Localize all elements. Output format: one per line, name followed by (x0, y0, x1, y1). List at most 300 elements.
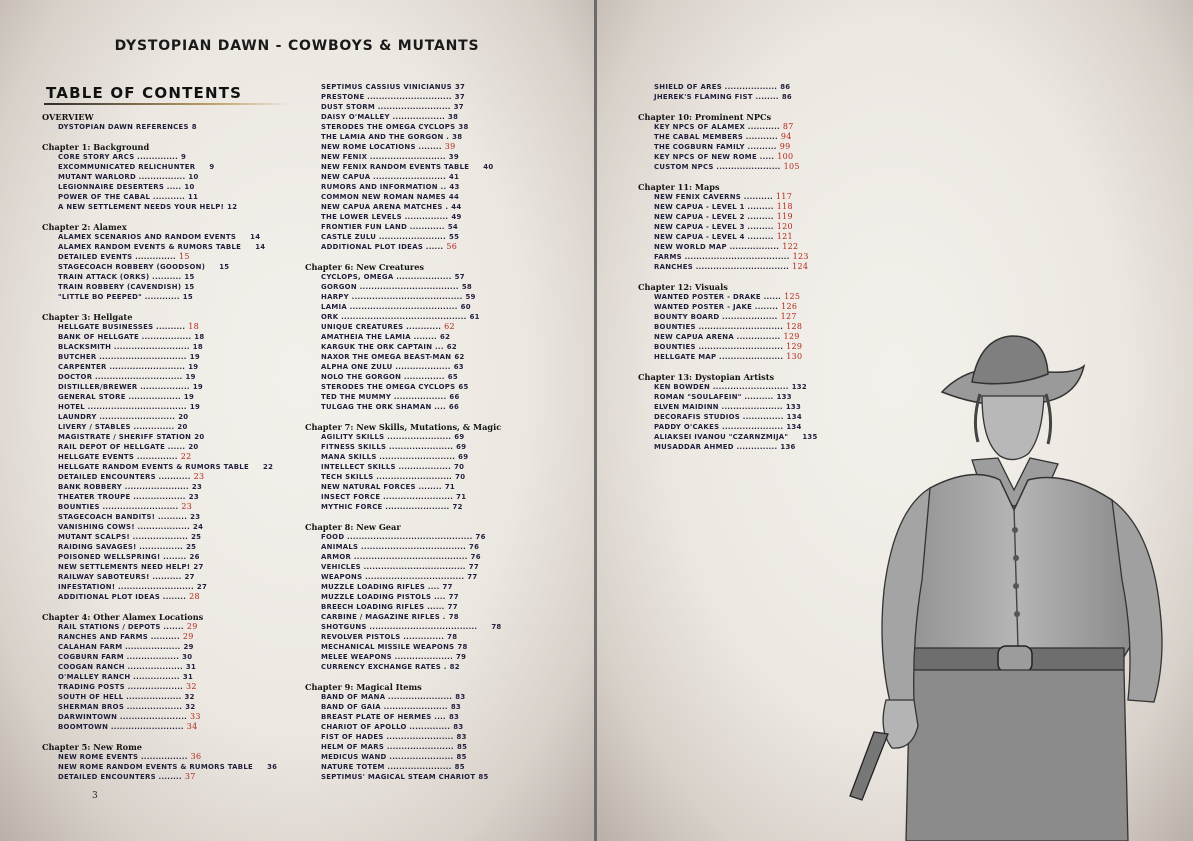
toc-entry-armor[interactable] (305, 552, 502, 562)
toc-entry-bank-of-hellgate[interactable] (42, 332, 277, 342)
toc-entry-label: THE LAMIA AND THE GORGON (321, 133, 444, 141)
toc-entry-label: HELLGATE MAP (654, 353, 717, 361)
toc-entry-new-capua[interactable] (305, 172, 502, 182)
toc-entry-label: CARBINE / MAGAZINE RIFLES (321, 613, 441, 621)
toc-entry-label: BLACKSMITH (58, 343, 112, 351)
toc-page-number: 85 (454, 763, 465, 771)
toc-page-number: 71 (444, 483, 456, 491)
toc-leader-dots: .... (425, 583, 440, 591)
toc-entry-new-capua-level-1[interactable] (638, 202, 818, 212)
toc-page-number: 27 (184, 573, 195, 581)
toc-page-number: 44 (448, 193, 460, 201)
toc-entry-bounties[interactable] (638, 322, 818, 332)
toc-entry-rumors-and-information[interactable] (305, 182, 502, 192)
toc-page-number: 87 (782, 122, 794, 131)
toc-entry-butcher[interactable] (42, 352, 277, 362)
toc-page-number: 62 (454, 353, 465, 361)
toc-entry-stagecoach-bandits[interactable] (42, 512, 277, 522)
toc-page-number: 127 (780, 312, 797, 321)
toc-entry-band-of-gaia[interactable] (305, 702, 502, 712)
toc-entry-mythic-force[interactable] (305, 502, 502, 512)
toc-leader-dots: ................. (726, 243, 780, 251)
toc-leader-dots: .......................... (111, 343, 190, 351)
toc-entry-boomtown[interactable] (42, 722, 277, 732)
toc-page-number: 136 (780, 443, 796, 451)
toc-leader-dots: ........................................... (344, 533, 473, 541)
toc-entry-mechanical-missile-weapons[interactable] (305, 642, 502, 652)
toc-page-number: 128 (786, 322, 803, 331)
toc-entry-trading-posts[interactable] (42, 682, 277, 692)
toc-entry-label: MANA SKILLS (321, 453, 377, 461)
toc-entry-the-cogburn-family[interactable] (638, 142, 818, 152)
toc-entry-coogan-ranch[interactable] (42, 662, 277, 672)
toc-page-number: 57 (454, 273, 465, 281)
toc-entry-alamex-random-events-rumors-table[interactable] (42, 242, 277, 252)
toc-entry-new-rome-events[interactable] (42, 752, 277, 762)
toc-entry-label: LAUNDRY (58, 413, 97, 421)
toc-entry-wanted-poster-drake[interactable] (638, 292, 818, 302)
toc-leader-dots: ........ (415, 143, 442, 151)
toc-entry-label: TRAIN ATTACK (ORKS) (58, 273, 150, 281)
revolver (850, 732, 888, 800)
toc-leader-dots: ...... (165, 443, 186, 451)
toc-leader-dots: ...................... (386, 443, 454, 451)
toc-page-number: 58 (461, 283, 473, 291)
toc-entry-label: STAGECOACH ROBBERY (GOODSON) (58, 263, 206, 271)
toc-entry-cogburn-farm[interactable] (42, 652, 277, 662)
toc-entry-sterodes-the-omega-cyclops[interactable] (305, 382, 502, 392)
toc-page-number: 123 (792, 252, 809, 261)
toc-page-number: 14 (250, 233, 261, 241)
toc-entry-train-attack-orks[interactable] (42, 272, 277, 282)
toc-entry-intellect-skills[interactable] (305, 462, 502, 472)
toc-entry-paddy-o-cakes[interactable] (638, 422, 818, 432)
toc-entry-label: NEW FENIX RANDOM EVENTS TABLE (321, 163, 470, 171)
toc-leader-dots: ........................ (380, 493, 454, 501)
toc-entry-common-new-roman-names[interactable] (305, 192, 502, 202)
toc-leader-dots: ................. (138, 333, 192, 341)
toc-entry-label: BOUNTIES (654, 323, 696, 331)
toc-page-number: 77 (448, 593, 459, 601)
toc-entry-muzzle-loading-rifles[interactable] (305, 582, 502, 592)
toc-entry-label: TED THE MUMMY (321, 393, 392, 401)
toc-entry-new-capua-arena[interactable] (638, 332, 818, 342)
toc-entry-helm-of-mars[interactable] (305, 742, 502, 752)
toc-leader-dots: ............... (136, 543, 184, 551)
toc-entry-animals[interactable] (305, 542, 502, 552)
toc-leader-dots: ................... (392, 363, 451, 371)
toc-entry-band-of-mana[interactable] (305, 692, 502, 702)
toc-entry-mutant-warlord[interactable] (42, 172, 277, 182)
toc-entry-new-fenix[interactable] (305, 152, 502, 162)
toc-leader-dots: ......................... (108, 723, 184, 731)
toc-entry-hellgate-random-events-rumors-table[interactable] (42, 462, 277, 472)
right-page (597, 0, 1193, 841)
toc-entry-ken-bowden[interactable] (638, 382, 818, 392)
toc-page-number: 69 (458, 453, 469, 461)
toc-page-number: 19 (189, 353, 200, 361)
toc-entry-infestation[interactable] (42, 582, 277, 592)
toc-entry-doctor[interactable] (42, 372, 277, 382)
toc-leader-dots: ...... (760, 293, 782, 301)
toc-entry-mana-skills[interactable] (305, 452, 502, 462)
toc-entry-fist-of-hades[interactable] (305, 732, 502, 742)
toc-entry-the-lower-levels[interactable] (305, 212, 502, 222)
toc-entry-lamia[interactable] (305, 302, 502, 312)
toc-leader-dots: ....................... (384, 743, 454, 751)
toc-entry-magistrate-sheriff-station[interactable] (42, 432, 277, 442)
toc-entry-tech-skills[interactable] (305, 472, 502, 482)
toc-leader-dots: .......................... (99, 503, 179, 511)
toc-page-number: 77 (468, 563, 479, 571)
toc-entry-label: DECORAFIS STUDIOS (654, 413, 741, 421)
toc-entry-label: RUMORS AND INFORMATION (321, 183, 438, 191)
toc-page-number: 76 (475, 533, 486, 541)
toc-entry-dystopian-dawn-references[interactable] (42, 122, 277, 132)
toc-entry-label: KEN BOWDEN (654, 383, 711, 391)
toc-entry-power-of-the-cabal[interactable] (42, 192, 277, 202)
toc-entry-new-fenix-random-events-table[interactable] (305, 162, 502, 172)
toc-entry-muzzle-loading-pistols[interactable] (305, 592, 502, 602)
toc-leader-dots: ................... (123, 693, 182, 701)
toc-page-number: 26 (189, 553, 200, 561)
toc-leader-dots: ...... (423, 243, 444, 251)
toc-entry-label: FOOD (321, 533, 345, 541)
toc-entry-hellgate-map[interactable] (638, 352, 818, 362)
chapter-heading: Chapter 13: Dystopian Artists (638, 372, 775, 382)
toc-leader-dots: .................................. (356, 283, 459, 291)
toc-entry-fitness-skills[interactable] (305, 442, 502, 452)
toc-page-number: 59 (465, 293, 476, 301)
toc-entry-excommunicated-relichunter[interactable] (42, 162, 277, 172)
toc-entry-label: BREECH LOADING RIFLES (321, 603, 425, 611)
toc-leader-dots: .............. (733, 443, 778, 451)
toc-page-number: 56 (446, 242, 458, 251)
toc-entry-theater-troupe[interactable] (42, 492, 277, 502)
toc-page-number: 70 (455, 473, 466, 481)
toc-entry-a-new-settlement-needs-your-help[interactable] (42, 202, 277, 212)
toc-entry-label: NATURE TOTEM (321, 763, 385, 771)
toc-entry-label: RANCHES AND FARMS (58, 633, 148, 641)
toc-leader-dots: .............. (130, 423, 175, 431)
toc-leader-dots: .......................... (106, 363, 186, 371)
toc-entry-jherek-s-flaming-fist[interactable] (638, 92, 818, 102)
toc-entry-chariot-of-apollo[interactable] (305, 722, 502, 732)
toc-page-number: 134 (786, 423, 802, 431)
toc-leader-dots: .......... (741, 193, 773, 201)
toc-entry-label: ALAMEX RANDOM EVENTS & RUMORS TABLE (58, 243, 242, 251)
toc-entry-frontier-fun-land[interactable] (305, 222, 502, 232)
toc-page-number: 39 (444, 142, 456, 151)
toc-page-number: 83 (456, 733, 467, 741)
toc-entry-shield-of-ares[interactable] (638, 82, 818, 92)
toc-leader-dots: ............................. (695, 323, 784, 331)
toc-entry-septimus-cassius-vinicianus[interactable] (305, 82, 502, 92)
toc-entry-livery-stables[interactable] (42, 422, 277, 432)
toc-entry-amatheia-the-lamia[interactable] (305, 332, 502, 342)
toc-entry-ork[interactable] (305, 312, 502, 322)
toc-entry-additional-plot-ideas[interactable] (42, 592, 277, 602)
toc-entry-elven-maidinn[interactable] (638, 402, 818, 412)
toc-entry-label: NEW CAPUA - LEVEL 4 (654, 233, 745, 241)
toc-page-number: 76 (469, 543, 480, 551)
toc-page-number: 37 (184, 772, 196, 781)
toc-entry-alamex-scenarios-and-random-events[interactable] (42, 232, 277, 242)
toc-leader-dots: .......................... (115, 583, 194, 591)
toc-leader-dots: ........ (160, 593, 187, 601)
toc-leader-dots: ..... (164, 183, 182, 191)
toc-entry-little-bo-peeped[interactable] (42, 292, 277, 302)
toc-entry-rail-depot-of-hellgate[interactable] (42, 442, 277, 452)
toc-leader-dots: . (440, 613, 446, 621)
toc-entry-weapons[interactable] (305, 572, 502, 582)
toc-entry-label: BUTCHER (58, 353, 97, 361)
toc-entry-label: SOUTH OF HELL (58, 693, 124, 701)
toc-entry-blacksmith[interactable] (42, 342, 277, 352)
toc-entry-label: "LITTLE BO PEEPED" (58, 293, 143, 301)
toc-entry-laundry[interactable] (42, 412, 277, 422)
toc-entry-new-natural-forces[interactable] (305, 482, 502, 492)
toc-entry-naxor-the-omega-beast-man[interactable] (305, 352, 502, 362)
toc-entry-breast-plate-of-hermes[interactable] (305, 712, 502, 722)
toc-page-number: 65 (447, 373, 458, 381)
toc-entry-label: SHOTGUNS (321, 623, 367, 631)
toc-entry-hellgate-events[interactable] (42, 452, 277, 462)
toc-entry-roman-soulafein[interactable] (638, 392, 818, 402)
toc-entry-tulgag-the-ork-shaman[interactable] (305, 402, 502, 412)
toc-entry-septimus-magical-steam-chariot[interactable] (305, 772, 502, 782)
toc-leader-dots: ........... (155, 473, 191, 481)
toc-entry-label: FITNESS SKILLS (321, 443, 387, 451)
toc-entry-ranches-and-farms[interactable] (42, 632, 277, 642)
toc-entry-sterodes-the-omega-cyclops[interactable] (305, 122, 502, 132)
toc-entry-detailed-encounters[interactable] (42, 472, 277, 482)
toc-leader-dots: ..................................... (366, 623, 478, 631)
toc-entry-karguk-the-ork-captain[interactable] (305, 342, 502, 352)
toc-page-number: 69 (454, 433, 465, 441)
toc-entry-bank-robbery[interactable] (42, 482, 277, 492)
toc-entry-label: DUST STORM (321, 103, 376, 111)
toc-entry-musaddar-ahmed[interactable] (638, 442, 818, 452)
toc-entry-hellgate-businesses[interactable] (42, 322, 277, 332)
toc-entry-label: ORK (321, 313, 339, 321)
toc-leader-dots: .......... (149, 573, 182, 581)
toc-page-number: 18 (194, 333, 205, 341)
toc-entry-ranches[interactable] (638, 262, 818, 272)
toc-entry-south-of-hell[interactable] (42, 692, 277, 702)
toc-leader-dots: ....................... (117, 713, 188, 721)
toc-entry-sherman-bros[interactable] (42, 702, 277, 712)
toc-entry-core-story-arcs[interactable] (42, 152, 277, 162)
toc-entry-custom-npcs[interactable] (638, 162, 818, 172)
toc-entry-additional-plot-ideas[interactable] (305, 242, 502, 252)
toc-entry-label: BANK ROBBERY (58, 483, 122, 491)
toc-entry-label: LAMIA (321, 303, 347, 311)
toc-entry-label: NEW FENIX CAVERNS (654, 193, 742, 201)
toc-leader-dots: .......... (155, 513, 188, 521)
toc-entry-melee-weapons[interactable] (305, 652, 502, 662)
toc-leader-dots: .................. (389, 113, 446, 121)
toc-entry-new-world-map[interactable] (638, 242, 818, 252)
toc-leader-dots: .................. (125, 393, 181, 401)
toc-page-number: 19 (192, 383, 204, 391)
toc-entry-label: LEGIONNAIRE DESERTERS (58, 183, 165, 191)
toc-entry-vanishing-cows[interactable] (42, 522, 277, 532)
toc-entry-stagecoach-robbery-goodson[interactable] (42, 262, 277, 272)
toc-leader-dots: ........................................... (338, 313, 467, 321)
toc-entry-unique-creatures[interactable] (305, 322, 502, 332)
toc-entry-label: NEW CAPUA - LEVEL 1 (654, 203, 745, 211)
toc-entry-gorgon[interactable] (305, 282, 502, 292)
toc-page-number: 22 (180, 452, 192, 461)
toc-entry-general-store[interactable] (42, 392, 277, 402)
toc-entry-harpy[interactable] (305, 292, 502, 302)
toc-page-number: 77 (467, 573, 478, 581)
toc-page-number: 44 (451, 203, 462, 211)
toc-entry-mutant-scalps[interactable] (42, 532, 277, 542)
toc-leader-dots: ...................... (716, 353, 784, 361)
toc-entry-label: BOOMTOWN (58, 723, 109, 731)
toc-entry-agility-skills[interactable] (305, 432, 502, 442)
toc-entry-new-rome-random-events-rumors-table[interactable] (42, 762, 277, 772)
toc-entry-new-settlements-need-help[interactable] (42, 562, 277, 572)
toc-entry-new-fenix-caverns[interactable] (638, 192, 818, 202)
toc-page-number: 86 (781, 93, 793, 101)
toc-entry-bounties[interactable] (638, 342, 818, 352)
cowboy-illustration (822, 330, 1193, 841)
toc-page-number: 121 (776, 232, 793, 241)
toc-entry-label: NEW ROME LOCATIONS (321, 143, 416, 151)
toc-entry-bounties[interactable] (42, 502, 277, 512)
toc-entry-detailed-events[interactable] (42, 252, 277, 262)
toc-entry-new-capua-level-2[interactable] (638, 212, 818, 222)
toc-entry-distiller-brewer[interactable] (42, 382, 277, 392)
toc-page-number: 135 (802, 433, 818, 441)
toc-entry-insect-force[interactable] (305, 492, 502, 502)
toc-page-number: 31 (182, 673, 194, 681)
toc-entry-o-malley-ranch[interactable] (42, 672, 277, 682)
toc-entry-carpenter[interactable] (42, 362, 277, 372)
toc-page-number: 70 (454, 463, 465, 471)
toc-entry-label: BOUNTY BOARD (654, 313, 720, 321)
toc-entry-nature-totem[interactable] (305, 762, 502, 772)
toc-leader-dots: ........ (415, 483, 442, 491)
toc-leader-dots: ................... (719, 313, 778, 321)
toc-entry-label: FRONTIER FUN LAND (321, 223, 408, 231)
toc-entry-label: CHARIOT OF APOLLO (321, 723, 407, 731)
toc-entry-legionnaire-deserters[interactable] (42, 182, 277, 192)
toc-entry-bounty-board[interactable] (638, 312, 818, 322)
page-number-left: 3 (92, 791, 98, 801)
toc-page-number: 32 (186, 682, 197, 691)
toc-entry-revolver-pistols[interactable] (305, 632, 502, 642)
toc-entry-label: COOGAN RANCH (58, 663, 125, 671)
toc-entry-new-rome-locations[interactable] (305, 142, 502, 152)
toc-entry-aliaksei-ivanou-czarnzmija[interactable] (638, 432, 818, 442)
toc-leader-dots: .............................. (96, 353, 187, 361)
toc-entry-new-capua-level-4[interactable] (638, 232, 818, 242)
toc-entry-key-npcs-of-new-rome[interactable] (638, 152, 818, 162)
toc-leader-dots: ....................................... (351, 553, 468, 561)
toc-entry-key-npcs-of-alamex[interactable] (638, 122, 818, 132)
toc-entry-railway-saboteurs[interactable] (42, 572, 277, 582)
toc-entry-decorafis-studios[interactable] (638, 412, 818, 422)
toc-entry-label: NEW SETTLEMENTS NEED HELP! (58, 563, 191, 571)
toc-entry-darwintown[interactable] (42, 712, 277, 722)
toc-entry-hotel[interactable] (42, 402, 277, 412)
toc-leader-dots: .......................... (376, 453, 456, 461)
toc-leader-dots: ...................... (713, 163, 781, 171)
toc-entry-label: BAND OF GAIA (321, 703, 381, 711)
toc-entry-label: INSECT FORCE (321, 493, 381, 501)
toc-entry-wanted-poster-jake[interactable] (638, 302, 818, 312)
toc-entry-food[interactable] (305, 532, 502, 542)
toc-entry-label: REVOLVER PISTOLS (321, 633, 401, 641)
toc-entry-vehicles[interactable] (305, 562, 502, 572)
toc-entry-label: CARPENTER (58, 363, 107, 371)
toc-entry-breech-loading-rifles[interactable] (305, 602, 502, 612)
toc-page-number: 20 (178, 413, 189, 421)
toc-entry-dust-storm[interactable] (305, 102, 502, 112)
toc-page-number: 23 (181, 502, 193, 511)
toc-leader-dots: . (443, 133, 450, 141)
toc-entry-nolo-the-gorgon[interactable] (305, 372, 502, 382)
toc-entry-medicus-wand[interactable] (305, 752, 502, 762)
toc-entry-prestone[interactable] (305, 92, 502, 102)
toc-entry-cyclops-omega[interactable] (305, 272, 502, 282)
toc-entry-ted-the-mummy[interactable] (305, 392, 502, 402)
toc-entry-farms[interactable] (638, 252, 818, 262)
toc-entry-the-lamia-and-the-gorgon[interactable] (305, 132, 502, 142)
toc-entry-label: KEY NPCS OF NEW ROME (654, 153, 757, 161)
toc-entry-rail-stations-depots[interactable] (42, 622, 277, 632)
toc-entry-raiding-savages[interactable] (42, 542, 277, 552)
toc-entry-label: NEW CAPUA ARENA (654, 333, 734, 341)
toc-entry-calahan-farm[interactable] (42, 642, 277, 652)
toc-entry-new-capua-arena-matches[interactable] (305, 202, 502, 212)
toc-entry-detailed-encounters[interactable] (42, 772, 277, 782)
toc-entry-label: THE CABAL MEMBERS (654, 133, 744, 141)
toc-entry-label: NEW CAPUA ARENA MATCHES (321, 203, 443, 211)
toc-entry-carbine-magazine-rifles[interactable] (305, 612, 502, 622)
toc-page-number: 77 (447, 603, 458, 611)
toc-leader-dots: ...................................... (348, 293, 463, 301)
toc-entry-label: MAGISTRATE / SHERIFF STATION (58, 433, 192, 441)
toc-entry-new-capua-level-3[interactable] (638, 222, 818, 232)
toc-leader-dots: ......... (744, 223, 774, 231)
toc-entry-poisoned-wellspring[interactable] (42, 552, 277, 562)
toc-page-number: 134 (786, 413, 802, 421)
toc-page-number: 12 (227, 203, 238, 211)
toc-entry-train-robbery-cavendish[interactable] (42, 282, 277, 292)
toc-entry-currency-exchange-rates[interactable] (305, 662, 502, 672)
toc-entry-shotguns[interactable] (305, 622, 502, 632)
toc-entry-label: NEW NATURAL FORCES (321, 483, 416, 491)
toc-entry-alpha-one-zulu[interactable] (305, 362, 502, 372)
toc-entry-label: FIST OF HADES (321, 733, 384, 741)
toc-page-number: 85 (456, 753, 467, 761)
toc-leader-dots: .................. (130, 493, 186, 501)
toc-page-number: 83 (453, 723, 464, 731)
toc-page-number: 83 (455, 693, 466, 701)
chapter-heading: Chapter 12: Visuals (638, 282, 728, 292)
toc-entry-label: MUZZLE LOADING RIFLES (321, 583, 426, 591)
toc-entry-the-cabal-members[interactable] (638, 132, 818, 142)
toc-entry-castle-zulu[interactable] (305, 232, 502, 242)
toc-entry-daisy-o-malley[interactable] (305, 112, 502, 122)
toc-page-number: 78 (457, 643, 468, 651)
toc-leader-dots: ......................... (375, 103, 451, 111)
